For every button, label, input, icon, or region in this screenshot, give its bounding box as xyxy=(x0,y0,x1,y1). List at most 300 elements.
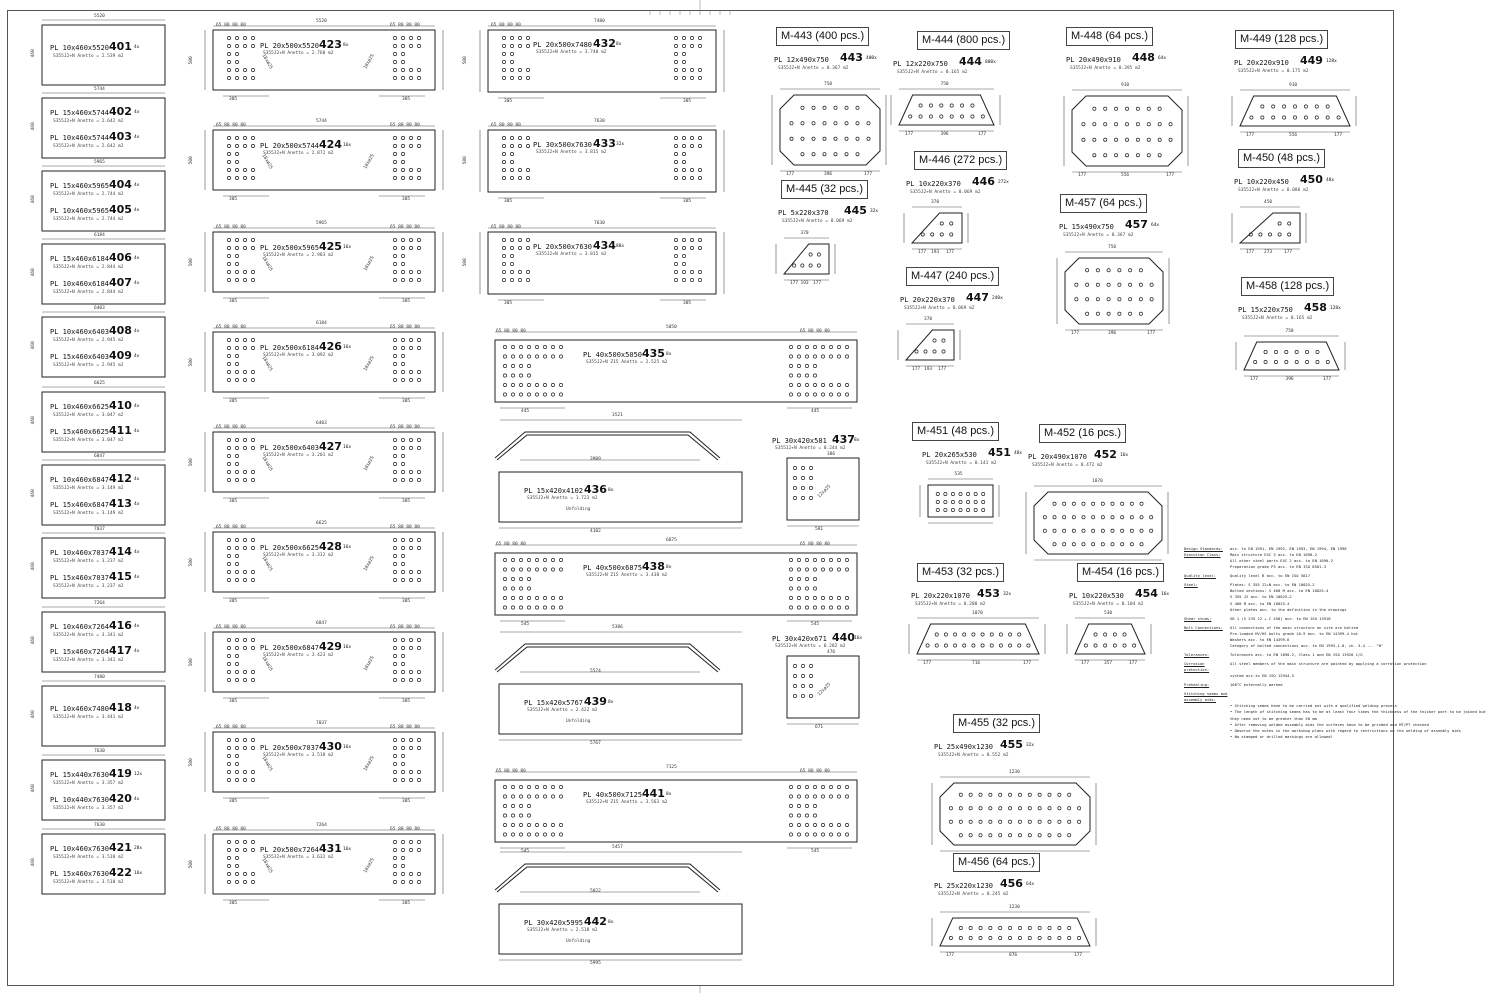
plate-width-dim: 460 xyxy=(30,49,36,58)
bolt-hole xyxy=(235,754,238,757)
plate-label: PL 40x500x7125 xyxy=(583,791,643,799)
note-key xyxy=(1184,607,1230,613)
bolt-hole xyxy=(1038,926,1041,929)
bolt-hole xyxy=(511,345,514,348)
bolt-hole xyxy=(1107,269,1110,272)
bolt-hole xyxy=(834,106,837,109)
assembly-title: M-453 (32 pcs.) xyxy=(917,563,1004,582)
bolt-hole xyxy=(551,795,554,798)
bolt-hole xyxy=(227,346,230,349)
plate-count: 32x xyxy=(616,142,625,147)
plate-mark: 408 xyxy=(109,324,132,337)
note-value: Main structure EXC 3 acc. to EN 1090-2 xyxy=(1230,552,1317,558)
plate-width-dim: 500 xyxy=(188,56,194,65)
bolt-hole xyxy=(682,278,685,281)
bolt-hole xyxy=(801,684,804,687)
bolt-hole xyxy=(1125,154,1128,157)
bolt-hole xyxy=(979,793,982,796)
bolt-hole xyxy=(1093,154,1096,157)
bolt-hole xyxy=(527,833,530,836)
bolt-hole xyxy=(809,476,812,479)
bolt-hole xyxy=(837,785,840,788)
bolt-hole xyxy=(971,104,974,107)
bolt-hole xyxy=(789,393,792,396)
bolt-hole xyxy=(1316,350,1319,353)
assembly-title: M-451 (48 pcs.) xyxy=(912,422,999,441)
bolt-hole xyxy=(1068,926,1071,929)
plate-width-dim: 460 xyxy=(30,784,36,793)
assembly-plate-outline xyxy=(1072,96,1182,166)
bolt-hole xyxy=(417,770,420,773)
bolt-hole xyxy=(502,176,505,179)
bolt-hole xyxy=(999,644,1002,647)
bolt-hole xyxy=(243,76,246,79)
bolt-hole xyxy=(511,374,514,377)
bolt-hole xyxy=(409,746,412,749)
bolt-hole xyxy=(409,176,412,179)
bolt-hole xyxy=(845,568,848,571)
plate-count: 4x xyxy=(134,477,140,482)
plate-count: 4x xyxy=(134,404,140,409)
bolt-hole xyxy=(409,76,412,79)
bolt-hole xyxy=(797,577,800,580)
bolt-hole xyxy=(1043,529,1046,532)
edge-dim: 305 xyxy=(402,799,411,804)
plate-count: 128x xyxy=(1330,306,1341,311)
plate-width-dim: 460 xyxy=(30,268,36,277)
bolt-hole xyxy=(543,795,546,798)
bolt-hole xyxy=(801,486,804,489)
bolt-hole xyxy=(401,646,404,649)
bolt-hole xyxy=(227,462,230,465)
bolt-hole xyxy=(813,393,816,396)
bolt-hole xyxy=(1063,543,1066,546)
bolt-hole xyxy=(690,176,693,179)
bolt-hole xyxy=(510,144,513,147)
bolt-hole xyxy=(401,60,404,63)
note-value: • Observe the notes in the workshop plans with regard to restrictions on the welding of assembly aids xyxy=(1230,727,1461,733)
bolt-hole xyxy=(543,393,546,396)
bolt-hole xyxy=(1053,516,1056,519)
bolt-hole xyxy=(698,36,701,39)
bend-length-dim: 5457 xyxy=(612,845,623,850)
plate-mark: 448 xyxy=(1132,51,1155,64)
plate-count: 8x xyxy=(343,43,349,48)
assembly-title: M-448 (64 pcs.) xyxy=(1066,27,1153,46)
bolt-hole xyxy=(251,246,254,249)
bolt-hole xyxy=(243,446,246,449)
bolt-hole xyxy=(417,738,420,741)
bolt-hole xyxy=(227,362,230,365)
bolt-spacing-dim: 65 80 80 80 xyxy=(216,425,246,430)
bolt-hole xyxy=(409,438,412,441)
bolt-hole xyxy=(674,152,677,155)
plate-width-dim: 460 xyxy=(30,416,36,425)
plate-length-dim: 7630 xyxy=(94,749,105,754)
plate-mark: 419 xyxy=(109,767,132,780)
bolt-hole xyxy=(401,478,404,481)
bolt-hole xyxy=(511,785,514,788)
bolt-hole xyxy=(813,606,816,609)
bolt-hole xyxy=(805,795,808,798)
bolt-hole xyxy=(821,393,824,396)
bolt-hole xyxy=(401,152,404,155)
bolt-hole xyxy=(1077,807,1080,810)
bolt-hole xyxy=(518,68,521,71)
bolt-hole xyxy=(837,345,840,348)
bolt-hole xyxy=(559,568,562,571)
bolt-hole xyxy=(1261,116,1264,119)
bolt-hole xyxy=(1250,116,1253,119)
bolt-hole xyxy=(944,633,947,636)
plate-label: PL 30x420x581 xyxy=(772,437,827,445)
plate-material: S355J2+N Anetto = 0.175 m2 xyxy=(1238,69,1309,74)
bolt-hole xyxy=(1283,105,1286,108)
bolt-hole xyxy=(527,596,530,599)
bolt-hole xyxy=(393,646,396,649)
plate-material: S355J2+N Z15 Anetto = 3.438 m2 xyxy=(586,573,668,578)
bolt-hole xyxy=(393,762,396,765)
bolt-hole xyxy=(1293,116,1296,119)
bolt-hole xyxy=(856,137,859,140)
bolt-hole xyxy=(535,393,538,396)
bolt-hole xyxy=(1140,516,1143,519)
bolt-spacing-dim: 65 80 80 80 xyxy=(216,625,246,630)
bolt-hole xyxy=(527,355,530,358)
plate-count: 32x xyxy=(870,209,879,214)
bolt-hole xyxy=(511,383,514,386)
bolt-hole xyxy=(813,355,816,358)
bolt-hole xyxy=(1150,529,1153,532)
bolt-hole xyxy=(989,793,992,796)
bolt-hole xyxy=(401,754,404,757)
inner-dim: 193 xyxy=(931,250,940,255)
plate-label: PL 10x460x6625 xyxy=(50,403,110,411)
bolt-hole xyxy=(409,36,412,39)
plate-count: 4x xyxy=(134,45,140,50)
bolt-hole xyxy=(990,644,993,647)
bolt-hole xyxy=(845,345,848,348)
bolt-hole xyxy=(243,238,246,241)
edge-dim: 305 xyxy=(229,799,238,804)
assembly-title: M-445 (32 pcs.) xyxy=(781,180,868,199)
plate-width-dim: 500 xyxy=(188,658,194,667)
bolt-hole xyxy=(845,137,848,140)
bolt-hole xyxy=(690,246,693,249)
bolt-hole xyxy=(1123,644,1126,647)
bolt-hole xyxy=(793,694,796,697)
note-key: Shear studs: xyxy=(1184,615,1212,621)
plate-mark: 401 xyxy=(109,40,132,53)
bolt-spacing-dim: 65 80 80 80 xyxy=(216,225,246,230)
bolt-hole xyxy=(805,606,808,609)
plate-mark: 403 xyxy=(109,130,132,143)
note-value: Other plates acc. to the definition in the drawings xyxy=(1230,606,1347,612)
bolt-hole xyxy=(511,364,514,367)
bolt-spacing-dim: 65 80 80 80 xyxy=(390,625,420,630)
plate-mark: 430 xyxy=(319,740,342,753)
bolt-hole xyxy=(227,738,230,741)
bolt-hole xyxy=(801,674,804,677)
bolt-spacing-dim: 65 80 80 80 xyxy=(390,525,420,530)
bolt-hole xyxy=(409,270,412,273)
bolt-hole xyxy=(829,833,832,836)
plate-label: PL 30x420x5995 xyxy=(524,919,584,927)
bolt-spacing-dim: 65 80 80 80 xyxy=(390,23,420,28)
bolt-hole xyxy=(797,795,800,798)
bolt-hole xyxy=(526,44,529,47)
bolt-hole xyxy=(979,834,982,837)
bolt-hole xyxy=(1027,644,1030,647)
bolt-hole xyxy=(393,872,396,875)
bolt-hole xyxy=(1150,298,1153,301)
bolt-hole xyxy=(1285,360,1288,363)
bolt-hole xyxy=(393,52,396,55)
bolt-hole xyxy=(959,793,962,796)
big-plate-outline xyxy=(495,553,857,615)
bolt-hole xyxy=(682,68,685,71)
bolt-hole xyxy=(227,872,230,875)
bolt-hole xyxy=(527,558,530,561)
plate-mark: 443 xyxy=(840,51,863,64)
plate-count: 4x xyxy=(134,550,140,555)
plate-label: PL 10x460x5965 xyxy=(50,207,110,215)
plate-material: S355J2+N Anetto = 0.367 m2 xyxy=(778,66,849,71)
plate-label: PL 40x500x5050 xyxy=(583,351,643,359)
bolt-hole xyxy=(797,833,800,836)
bolt-hole xyxy=(543,596,546,599)
plate-mark: 441 xyxy=(642,787,665,800)
bolt-hole xyxy=(251,438,254,441)
bolt-hole xyxy=(682,52,685,55)
inner-dim: 476 xyxy=(827,650,836,655)
bolt-hole xyxy=(551,823,554,826)
plate-material: S355J2+N Anetto = 0.141 m2 xyxy=(926,461,997,466)
bolt-hole xyxy=(503,587,506,590)
bolt-hole xyxy=(401,778,404,781)
bolt-hole xyxy=(982,500,985,503)
bolt-hole xyxy=(243,848,246,851)
plate-label: PL 15x460x6403 xyxy=(50,353,110,361)
bend-length-dim: 5386 xyxy=(612,625,623,630)
assembly-title: M-450 (48 pcs.) xyxy=(1238,149,1325,168)
plate-material: S355J2+N Anetto = 2.945 m2 xyxy=(53,363,124,368)
bolt-hole xyxy=(393,864,396,867)
bolt-hole xyxy=(797,587,800,590)
bolt-hole xyxy=(813,364,816,367)
plate-material: S355J2+N Anetto = 2.642 m2 xyxy=(53,144,124,149)
plate-count: 4x xyxy=(134,624,140,629)
bolt-hole xyxy=(235,76,238,79)
bolt-hole xyxy=(417,670,420,673)
plate-label: PL 20x220x370 xyxy=(900,296,955,304)
plate-label: PL 20x220x910 xyxy=(1234,59,1289,67)
bolt-hole xyxy=(393,168,396,171)
bolt-hole xyxy=(845,785,848,788)
bolt-hole xyxy=(409,880,412,883)
inner-dim: 193 xyxy=(924,367,933,372)
bolt-hole xyxy=(1115,123,1118,126)
bolt-hole xyxy=(393,754,396,757)
bolt-hole xyxy=(510,278,513,281)
plate-width-dim: 581 xyxy=(815,527,824,532)
plate-count: 16x xyxy=(343,545,352,550)
plate-mark: 412 xyxy=(109,472,132,485)
bolt-hole xyxy=(805,364,808,367)
bolt-hole xyxy=(813,568,816,571)
plate-label: PL 12x220x750 xyxy=(893,60,948,68)
bolt-hole xyxy=(674,168,677,171)
bolt-hole xyxy=(682,44,685,47)
bolt-hole xyxy=(527,345,530,348)
edge-dim: 177 xyxy=(1284,250,1293,255)
bolt-hole xyxy=(401,738,404,741)
bolt-hole xyxy=(1130,529,1133,532)
plate-mark: 438 xyxy=(642,560,665,573)
bolt-hole xyxy=(510,262,513,265)
bolt-hole xyxy=(235,670,238,673)
bolt-hole xyxy=(235,338,238,341)
plate-material: S355J2+N Anetto = 3.740 m2 xyxy=(536,50,607,55)
bolt-hole xyxy=(535,568,538,571)
bolt-hole xyxy=(401,144,404,147)
bolt-hole xyxy=(1169,138,1172,141)
bolt-hole xyxy=(1092,516,1095,519)
bolt-hole xyxy=(1295,350,1298,353)
plate-count: 64x xyxy=(1158,56,1167,61)
bolt-hole xyxy=(401,840,404,843)
edge-dim: 177 xyxy=(786,172,795,177)
plate-material: S355J2+N Z15 Anetto = 3.563 m2 xyxy=(586,800,668,805)
bolt-hole xyxy=(526,176,529,179)
bolt-hole xyxy=(797,814,800,817)
bolt-hole xyxy=(813,804,816,807)
edge-dim: 177 xyxy=(1166,173,1175,178)
plate-count: 8x xyxy=(608,920,614,925)
bolt-hole xyxy=(1305,350,1308,353)
bolt-hole xyxy=(235,370,238,373)
bolt-hole xyxy=(401,578,404,581)
bolt-hole xyxy=(510,136,513,139)
bolt-hole xyxy=(1048,793,1051,796)
plate-mark: 405 xyxy=(109,203,132,216)
bolt-hole xyxy=(793,264,796,267)
bolt-hole xyxy=(1086,269,1089,272)
plate-material: S355J2+N Anetto = 3.510 m2 xyxy=(53,855,124,860)
assembly-width-dim: 1230 xyxy=(1009,770,1020,775)
plate-count: 16x xyxy=(1161,592,1170,597)
bolt-hole xyxy=(1028,807,1031,810)
inner-dim: 556 xyxy=(1289,133,1298,138)
bolt-hole xyxy=(966,508,969,511)
note-row xyxy=(1184,643,1389,649)
plate-count: 4x xyxy=(134,502,140,507)
plate-mark: 416 xyxy=(109,619,132,632)
bolt-hole xyxy=(1118,312,1121,315)
bolt-hole xyxy=(845,106,848,109)
bolt-hole xyxy=(235,762,238,765)
plate-width-dim: 500 xyxy=(188,258,194,267)
bent-plate-profile xyxy=(495,644,720,670)
bolt-hole xyxy=(511,795,514,798)
bolt-hole xyxy=(966,500,969,503)
bolt-hole xyxy=(251,840,254,843)
bolt-hole xyxy=(393,546,396,549)
bolt-hole xyxy=(837,393,840,396)
bolt-hole xyxy=(409,378,412,381)
bolt-hole xyxy=(950,115,953,118)
plate-mark: 417 xyxy=(109,644,132,657)
bolt-hole xyxy=(789,355,792,358)
bolt-hole xyxy=(1136,123,1139,126)
bolt-hole xyxy=(251,76,254,79)
bolt-hole xyxy=(812,153,815,156)
bolt-hole xyxy=(789,587,792,590)
bolt-hole xyxy=(251,168,254,171)
bolt-hole xyxy=(1058,793,1061,796)
hole-callout: 18xø25 xyxy=(363,53,376,71)
bolt-hole xyxy=(1018,936,1021,939)
note-value: Bolted sections: S 460 M acc. to EN 10025-4 xyxy=(1230,588,1329,594)
bolt-hole xyxy=(511,833,514,836)
bolt-hole xyxy=(1304,105,1307,108)
bolt-hole xyxy=(682,176,685,179)
bolt-hole xyxy=(401,880,404,883)
bolt-hole xyxy=(243,168,246,171)
bolt-hole xyxy=(519,804,522,807)
plate-material: S355J2+N Anetto = 2.539 m2 xyxy=(53,54,124,59)
bolt-hole xyxy=(801,264,804,267)
bolt-hole xyxy=(823,153,826,156)
bolt-hole xyxy=(959,820,962,823)
bolt-hole xyxy=(829,606,832,609)
bolt-hole xyxy=(502,160,505,163)
bolt-hole xyxy=(401,378,404,381)
bolt-hole xyxy=(409,570,412,573)
plate-material: S355J2+N Anetto = 0.245 m2 xyxy=(938,892,1009,897)
bolt-hole xyxy=(682,160,685,163)
bolt-hole xyxy=(1018,807,1021,810)
plate-width-dim: 500 xyxy=(188,758,194,767)
bolt-hole xyxy=(417,646,420,649)
bolt-hole xyxy=(915,350,918,353)
bolt-hole xyxy=(503,577,506,580)
bolt-hole xyxy=(690,144,693,147)
bolt-hole xyxy=(243,738,246,741)
bolt-hole xyxy=(409,370,412,373)
plate-material: S355J2+N Anetto = 3.312 m2 xyxy=(263,553,334,558)
bolt-hole xyxy=(789,833,792,836)
bolt-hole xyxy=(502,262,505,265)
bolt-hole xyxy=(1068,936,1071,939)
hole-callout: 18xø25 xyxy=(363,857,376,875)
bolt-hole xyxy=(401,670,404,673)
bolt-hole xyxy=(510,44,513,47)
bolt-hole xyxy=(393,152,396,155)
bolt-hole xyxy=(1259,233,1262,236)
bend-length-dim: 5574 xyxy=(590,669,601,674)
bolt-hole xyxy=(1038,793,1041,796)
bolt-hole xyxy=(559,355,562,358)
note-value: they need not to be greater than 50 mm xyxy=(1230,715,1317,721)
bolt-hole xyxy=(543,606,546,609)
bolt-hole xyxy=(243,36,246,39)
bolt-hole xyxy=(1101,543,1104,546)
bolt-hole xyxy=(519,577,522,580)
plate-count: 4x xyxy=(134,256,140,261)
plate-material: S355J2+N Anetto = 3.092 m2 xyxy=(263,353,334,358)
bolt-hole xyxy=(805,558,808,561)
